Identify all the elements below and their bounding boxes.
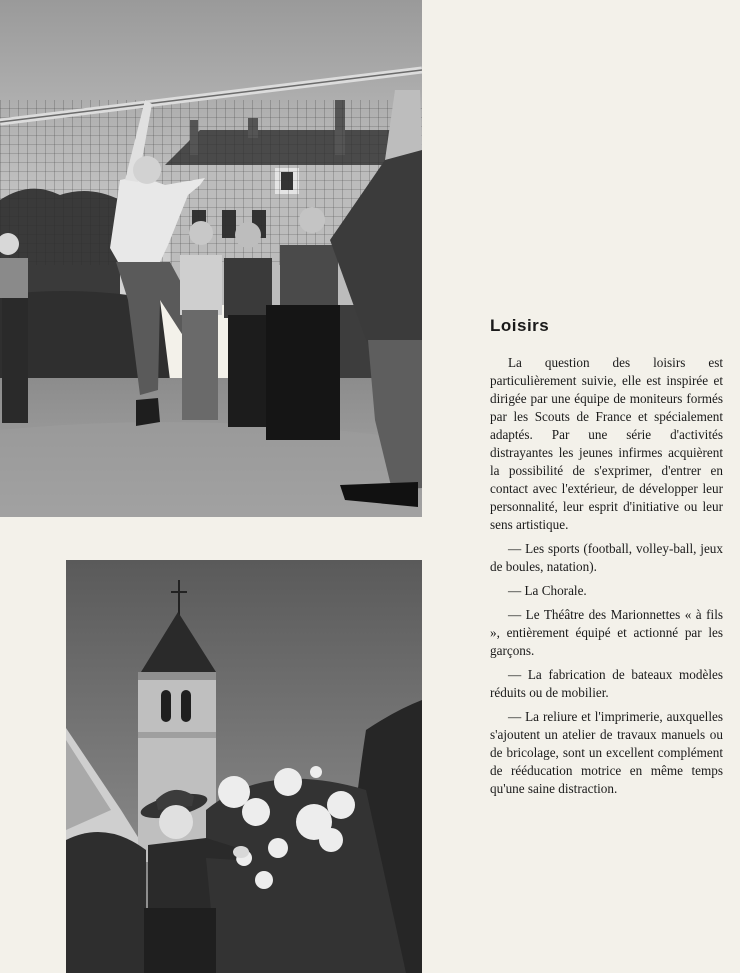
list-item-reliure: — La reliure et l'imprimerie, auxquelles s'ajoutent un atelier de travaux manuels ou de bricolage, sont un excellent complément de rééducation motrice en même temps qu'une saine distraction. [490, 709, 723, 796]
list-item-fabrication: — La fabrication de bateaux modèles réduits ou de mobilier. [490, 667, 723, 700]
section-heading: Loisirs [490, 316, 550, 335]
article-column [490, 316, 723, 804]
volleyball-scene [0, 0, 422, 517]
intro-paragraph: La question des loisirs est particulièrement suivie, elle est inspirée et dirigée par une équipe de moniteurs formés par les Scouts de France et spécialement adaptés. Par une série d'activités distrayantes les jeunes infirmes acquièrent la possibilité de s'exprimer, d'entrer en contact avec l'extérieur, de développer leur personnalité, leur esprit d'initiative ou leur sens artistique. [490, 355, 723, 532]
list-item-marionnettes: — Le Théâtre des Marionnettes « à fils », entièrement équipé et actionné par les garçons. [490, 607, 723, 658]
volleyball-photo [0, 0, 422, 517]
church-garden-scene [66, 560, 422, 973]
flowers-photo [66, 560, 422, 973]
list-item-sports: — Les sports (football, volley-ball, jeux de boules, natation). [490, 541, 723, 574]
list-item-chorale: — La Chorale. [508, 583, 587, 598]
